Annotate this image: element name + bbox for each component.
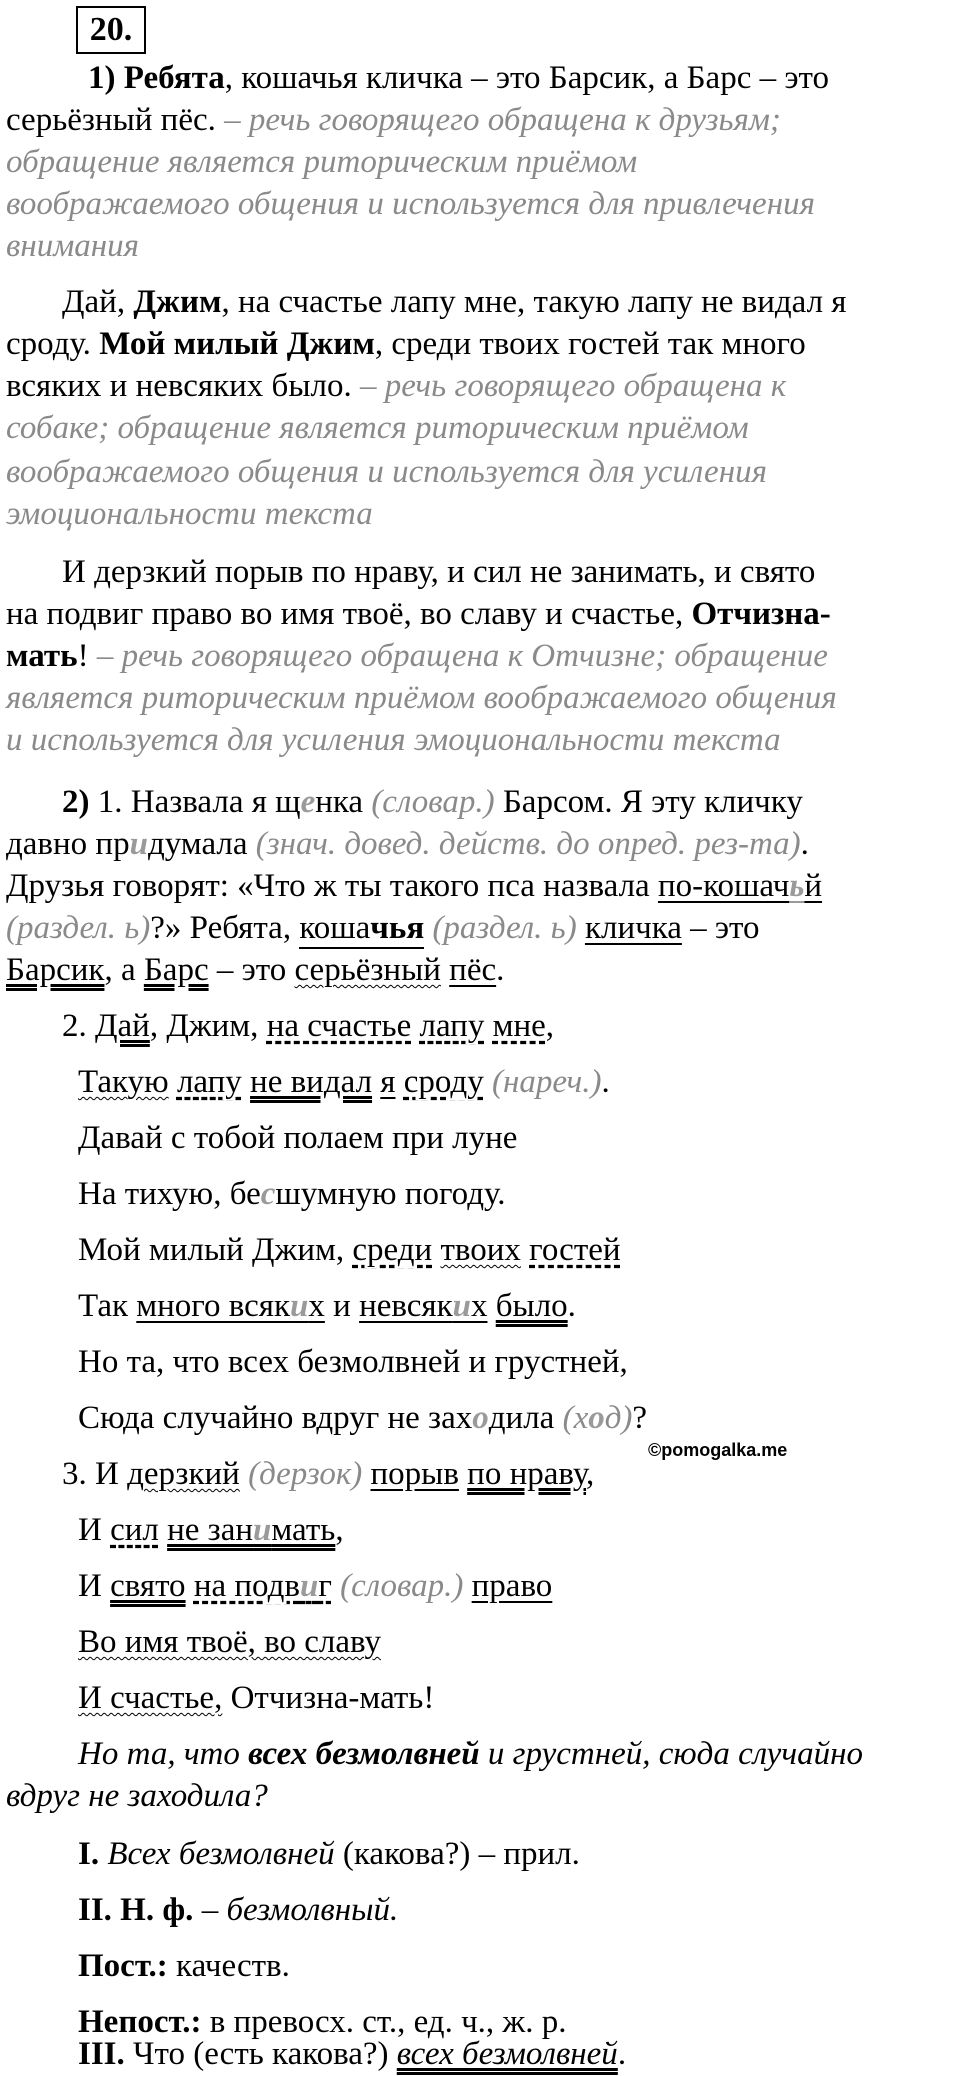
circumstance-word: сроду [403, 1064, 484, 1100]
p2-address: Джим [133, 284, 222, 320]
word-part: не зан [167, 1512, 254, 1548]
p3-text: на подвиг право во имя твоё, во славу и счастье, [6, 596, 684, 632]
s2-text: Барсом. Я эту кличку [502, 784, 803, 820]
poem2-row-8 [78, 1398, 647, 1438]
p3-line-2 [6, 594, 831, 634]
p2-text: , на счастье лапу мне, такую лапу не видал я [221, 284, 847, 320]
s2-line-1 [62, 782, 803, 822]
word-part: г [318, 1568, 332, 1604]
s2-text: давно пр [6, 826, 130, 862]
word-part: х [470, 1288, 488, 1324]
quote-text: Но та, что [78, 1736, 240, 1772]
word-part: мать [271, 1512, 336, 1548]
analysis-iii [78, 2034, 626, 2074]
object-word: лапу [419, 1008, 485, 1044]
s1-address: Ребята [123, 60, 225, 96]
p3-address: Отчизна- [691, 596, 831, 632]
predicate-word: было [495, 1288, 568, 1324]
p3-comment: – речь говорящего обращена к Отчизне; обращение [96, 638, 828, 674]
circumstance-word: на счастье [266, 1008, 412, 1044]
analysis-text: в превосх. ст., ед. ч., ж. р. [209, 2004, 567, 2040]
orthogram-letter: о [472, 1400, 489, 1436]
s2-line-3 [6, 866, 822, 906]
p2-line-4: собаке; обращение является риторическим приёмом [6, 410, 749, 446]
s2-note: (раздел. ь) [6, 910, 151, 946]
p2-line-3 [6, 366, 786, 406]
s1-line-2 [6, 100, 781, 140]
attribute-word: серьёзный [294, 952, 441, 988]
s2-text: , а [104, 952, 136, 988]
poem-text: , [335, 1512, 344, 1548]
poem2-row-5 [78, 1230, 621, 1270]
poem3-row-4: Во имя твоё, во славу [78, 1624, 381, 1660]
poem-text: И [78, 1568, 102, 1604]
p2-text: Дай, [62, 284, 126, 320]
attribute-word: дерзкий [127, 1456, 240, 1492]
analysis-text: – [201, 1892, 219, 1928]
watermark: ©pomogalka.me [648, 1440, 788, 1460]
s2-text: ?» Ребята, [150, 910, 292, 946]
p2-line-2 [6, 324, 806, 364]
poem-text: и [333, 1288, 351, 1324]
poem-text: . [601, 1064, 610, 1100]
s1-label: 1) [88, 60, 116, 96]
analysis-quote-1 [78, 1734, 863, 1774]
p2-text: сроду. [6, 326, 91, 362]
p3-address: мать [6, 638, 78, 674]
poem-text: дила [488, 1400, 555, 1436]
predicate-word: свято [110, 1568, 186, 1604]
predicate-word: Барс [143, 952, 209, 988]
attribute-word: Такую [78, 1064, 169, 1100]
s2-num: 1. [97, 784, 123, 820]
predicate-word: Барсик [6, 952, 105, 988]
poem-num: 2. [62, 1008, 87, 1044]
poem-text: бе [229, 1176, 261, 1212]
s1-text: , кошачья кличка – это Барсик, а Барс – это [224, 60, 829, 96]
poem-text: . [567, 1288, 576, 1324]
s2-line-2 [6, 824, 809, 864]
orthogram-letter: и [253, 1512, 272, 1548]
poem2-row-7: Но та, что всех безмолвней и грустней, [78, 1344, 628, 1380]
poem-text: Отчизна-мать! [230, 1680, 435, 1716]
object-word: И счастье, [78, 1680, 223, 1716]
poem-text: шумную погоду. [275, 1176, 506, 1212]
p3-line-4: является риторическим приёмом воображаемого общения [6, 680, 837, 716]
analysis-ii [78, 1890, 398, 1930]
s2-note: (раздел. ь) [432, 910, 577, 946]
quote-focus: всех безмолвней [248, 1736, 480, 1772]
s2-text: Друзья говорят: «Что ж ты такого пса назвала [6, 868, 650, 904]
poem2-row-4 [78, 1174, 505, 1214]
orthogram-letters: чья [370, 910, 425, 946]
analysis-post [78, 1946, 290, 1986]
s2-text: – это [216, 952, 287, 988]
s2-text: . [800, 826, 809, 862]
word-part: х [308, 1288, 325, 1324]
analysis-label: II. Н. ф. [78, 1892, 194, 1928]
poem-text: , [586, 1456, 595, 1492]
orthogram-letter: и [452, 1288, 471, 1324]
object-word: мне [492, 1008, 546, 1044]
predicate-word: по нраву [467, 1456, 587, 1492]
predicate-word: не видал [250, 1064, 373, 1100]
poem3-row-1 [62, 1454, 594, 1494]
poem-text: На тихую, [78, 1176, 222, 1212]
analysis-word: Всех безмолвней [107, 1836, 335, 1872]
analysis-quote-2: вдруг не заходила? [6, 1778, 268, 1814]
p2-comment: – речь говорящего обращена к [359, 368, 787, 404]
subject-word: я [380, 1064, 396, 1100]
s2-line-4 [6, 908, 760, 948]
poem2-row-6 [78, 1286, 576, 1326]
analysis-text: Что (есть какова?) [133, 2036, 389, 2072]
orthogram-letter: о [588, 1400, 605, 1436]
circumstance-word: гостей [529, 1232, 621, 1268]
orthogram-letter: с [260, 1176, 276, 1212]
s2-text: . [496, 952, 505, 988]
attribute-word: твоих [440, 1232, 521, 1268]
word-part: много всяк [136, 1288, 291, 1324]
poem-text: , [545, 1008, 555, 1044]
poem-note [563, 1400, 633, 1436]
analysis-text: . [617, 2036, 627, 2072]
s1-text: серьёзный пёс. [6, 102, 216, 138]
word-part: невсяк [359, 1288, 453, 1324]
s2-label: 2) [62, 784, 90, 820]
word-part: на подв [193, 1568, 300, 1604]
s2-text: – это [690, 910, 760, 946]
subject-word: порыв [370, 1456, 459, 1492]
s1-line-5: внимания [6, 228, 139, 264]
object-word: лапу [176, 1064, 242, 1100]
s2-word: й [804, 868, 823, 904]
orthogram-letter: и [129, 826, 148, 862]
predicate-word: всех безмолвней [396, 2036, 618, 2072]
poem-text: ? [632, 1400, 648, 1436]
poem3-row-3 [78, 1566, 552, 1606]
poem-text: Сюда случайно вдруг не зах [78, 1400, 473, 1436]
s1-line-1 [88, 58, 829, 98]
orthogram-letter: е [300, 784, 316, 820]
s2-word-part: коша [299, 910, 371, 946]
subject-word: право [471, 1568, 553, 1604]
object-word [194, 1568, 332, 1604]
s2-text: Назвала я щ [130, 784, 301, 820]
poem-text: , Джим, [149, 1008, 259, 1044]
s2-note: (словар.) [371, 784, 495, 820]
poem2-row-3: Давай с тобой полаем при луне [78, 1120, 518, 1156]
subject-word [359, 1288, 487, 1324]
note-part: д) [604, 1400, 633, 1436]
s2-line-5 [6, 950, 504, 990]
s1-line-3: обращение является риторическим приёмом [6, 144, 638, 180]
predicate-word [167, 1512, 335, 1548]
poem-note: (словар.) [340, 1568, 464, 1604]
orthogram-letter: и [290, 1288, 309, 1324]
analysis-i [78, 1834, 580, 1874]
p2-text: всяких и невсяких было. [6, 368, 352, 404]
poem-text: Мой милый Джим, [78, 1232, 345, 1268]
subject-word [136, 1288, 325, 1324]
p2-address: Мой милый Джим [99, 326, 375, 362]
analysis-label: Пост.: [78, 1948, 168, 1984]
p3-line-5: и используется для усиления эмоциональности текста [6, 722, 781, 758]
s2-word [299, 910, 424, 949]
analysis-label: III. [78, 2036, 125, 2072]
poem2-row-2 [78, 1062, 610, 1102]
p3-text: ! [77, 638, 89, 674]
circumstance-word: среди [352, 1232, 433, 1268]
subject-word: пёс [449, 952, 497, 988]
analysis-word: безмолвный. [226, 1892, 399, 1928]
quote-text: и грустней, сюда случайно [487, 1736, 863, 1772]
p3-line-1: И дерзкий порыв по нраву, и сил не занимать, и свято [62, 554, 816, 590]
analysis-label: Непост.: [78, 2004, 202, 2040]
p3-line-3 [6, 636, 828, 676]
poem-note: (дерзок) [248, 1456, 363, 1492]
poem-text: Так [78, 1288, 129, 1324]
s2-text: думала [147, 826, 248, 862]
s2-word: по-кошач [657, 868, 790, 904]
poem-text: И [78, 1512, 102, 1548]
analysis-text: качеств. [176, 1948, 290, 1984]
poem3-row-2 [78, 1510, 344, 1550]
object-word: сил [110, 1512, 159, 1548]
p2-line-5: воображаемого общения и используется для усиления [6, 454, 767, 490]
poem-note: (нареч.) [491, 1064, 602, 1100]
subject-word: кличка [584, 910, 682, 946]
p2-line-6: эмоциональности текста [6, 496, 373, 532]
poem-num: 3. И [62, 1456, 119, 1492]
s1-comment: – речь говорящего обращена к друзьям; [224, 102, 781, 138]
poem3-row-5 [78, 1678, 434, 1718]
note-part: (х [562, 1400, 589, 1436]
s2-note: (знач. довед. действ. до опред. рез-та) [255, 826, 801, 862]
p2-text: , среди твоих гостей так много [374, 326, 806, 362]
p2-line-1 [62, 282, 847, 322]
poem2-row-1 [62, 1006, 554, 1046]
s2-text: нка [315, 784, 364, 820]
analysis-text: (какова?) – прил. [342, 1836, 580, 1872]
orthogram-letter: ь [789, 868, 805, 904]
s1-line-4: воображаемого общения и используется для привлечения [6, 186, 815, 222]
exercise-number: 20. [76, 6, 146, 54]
orthogram-letter: и [299, 1568, 319, 1604]
predicate-word: Дай [95, 1008, 150, 1044]
analysis-label: I. [78, 1836, 100, 1872]
